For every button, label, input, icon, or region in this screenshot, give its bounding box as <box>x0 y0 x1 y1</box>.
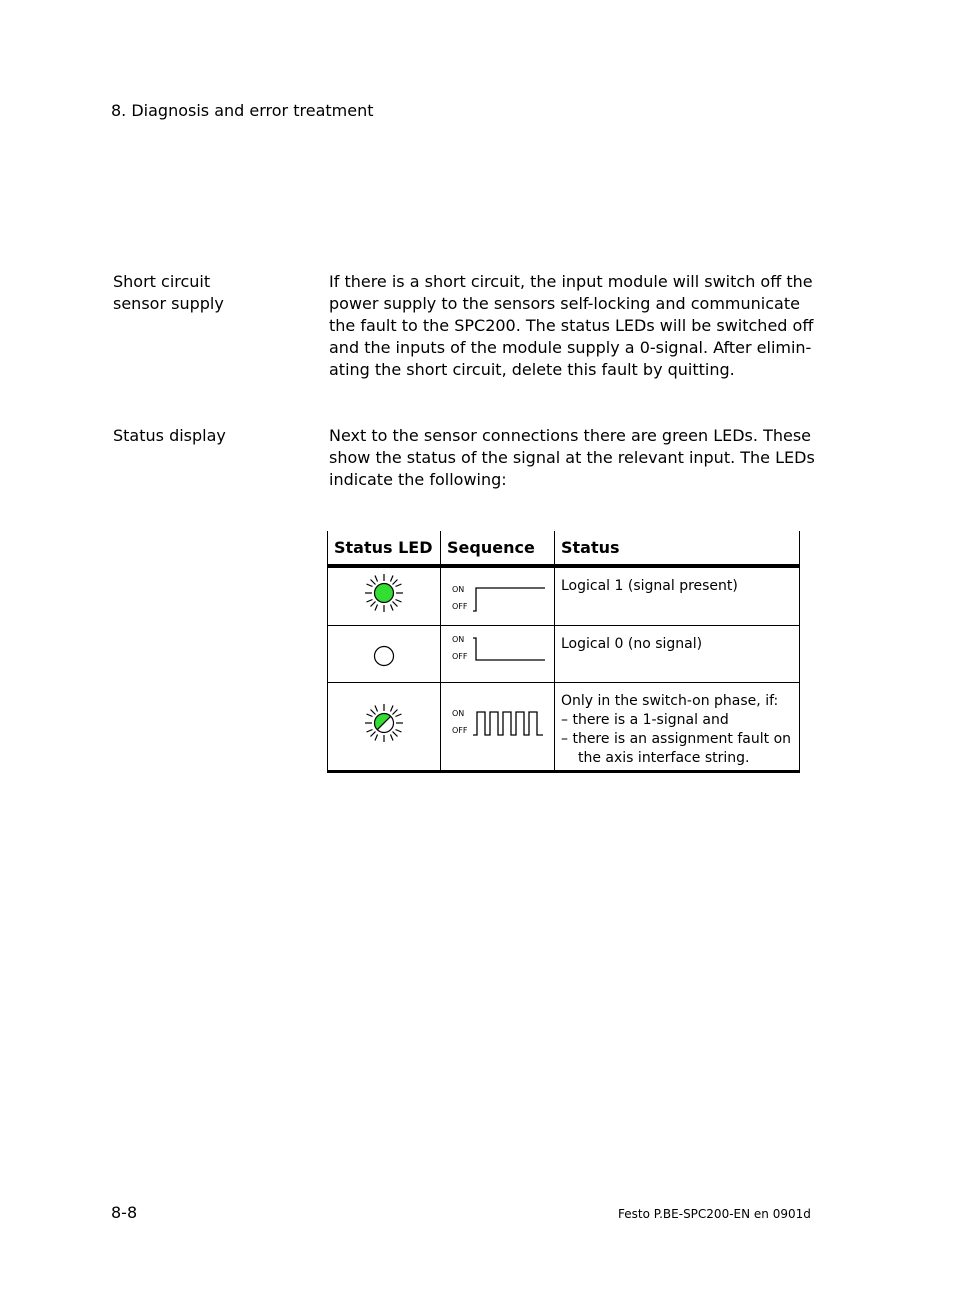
section-label-status-display <box>113 425 226 447</box>
status-text: Only in the switch-on phase, if: <box>561 692 779 709</box>
status-cell <box>555 566 800 625</box>
table-header-row <box>328 531 800 566</box>
on-label: ON <box>452 708 465 718</box>
body-line: and the inputs of the module supply a 0-signal. After elimin- <box>329 338 812 357</box>
body-line: show the status of the signal at the relevant input. The LEDs <box>329 448 815 467</box>
column-header-status-led: Status LED <box>328 531 441 566</box>
status-bullet: – there is a 1-signal and <box>561 711 729 728</box>
document-reference: Festo P.BE-SPC200-EN en 0901d <box>618 1207 811 1221</box>
section-body-status-display <box>329 425 815 491</box>
section-label-line: Short circuit <box>113 272 211 291</box>
flashing-signal-icon <box>473 710 547 738</box>
page-number: 8-8 <box>111 1203 138 1222</box>
table-row <box>328 566 800 625</box>
sequence-cell <box>441 625 555 682</box>
status-text: Logical 1 (signal present) <box>561 578 738 594</box>
status-cell <box>555 682 800 771</box>
column-header-sequence: Sequence <box>441 531 555 566</box>
on-label: ON <box>452 585 465 594</box>
body-line: Next to the sensor connections there are green LEDs. These <box>329 426 811 445</box>
status-cell <box>555 625 800 682</box>
section-label-short-circuit <box>113 271 224 315</box>
steady-on-signal-icon <box>473 586 547 614</box>
section-label-line: Status display <box>113 426 226 445</box>
section-body-short-circuit <box>329 271 814 381</box>
on-label: ON <box>452 634 465 644</box>
body-line: power supply to the sensors self-locking and communicate <box>329 294 800 313</box>
column-header-status: Status <box>555 531 800 566</box>
off-label: OFF <box>452 602 468 611</box>
body-line: If there is a short circuit, the input module will switch off the <box>329 272 813 291</box>
status-text: Logical 0 (no signal) <box>561 635 703 652</box>
led-cell <box>328 566 441 625</box>
body-line: indicate the following: <box>329 470 507 489</box>
sequence-cell <box>441 566 555 625</box>
led-cell <box>328 682 441 771</box>
off-label: OFF <box>452 651 468 661</box>
steady-off-signal-icon <box>473 636 547 664</box>
led-on-icon <box>364 573 404 613</box>
chapter-header: 8. Diagnosis and error treatment <box>111 101 374 120</box>
led-cell <box>328 625 441 682</box>
body-line: the fault to the SPC200. The status LEDs will be switched off <box>329 316 814 335</box>
sequence-cell <box>441 682 555 771</box>
table-row <box>328 682 800 771</box>
status-led-table <box>327 531 800 773</box>
led-off-icon <box>364 636 404 676</box>
table-row <box>328 625 800 682</box>
section-label-line: sensor supply <box>113 294 224 313</box>
status-bullet: – there is an assignment fault on the axis interface string. <box>561 730 792 766</box>
body-line: ating the short circuit, delete this fault by quitting. <box>329 360 735 379</box>
led-flashing-icon <box>364 703 404 743</box>
off-label: OFF <box>452 725 468 735</box>
